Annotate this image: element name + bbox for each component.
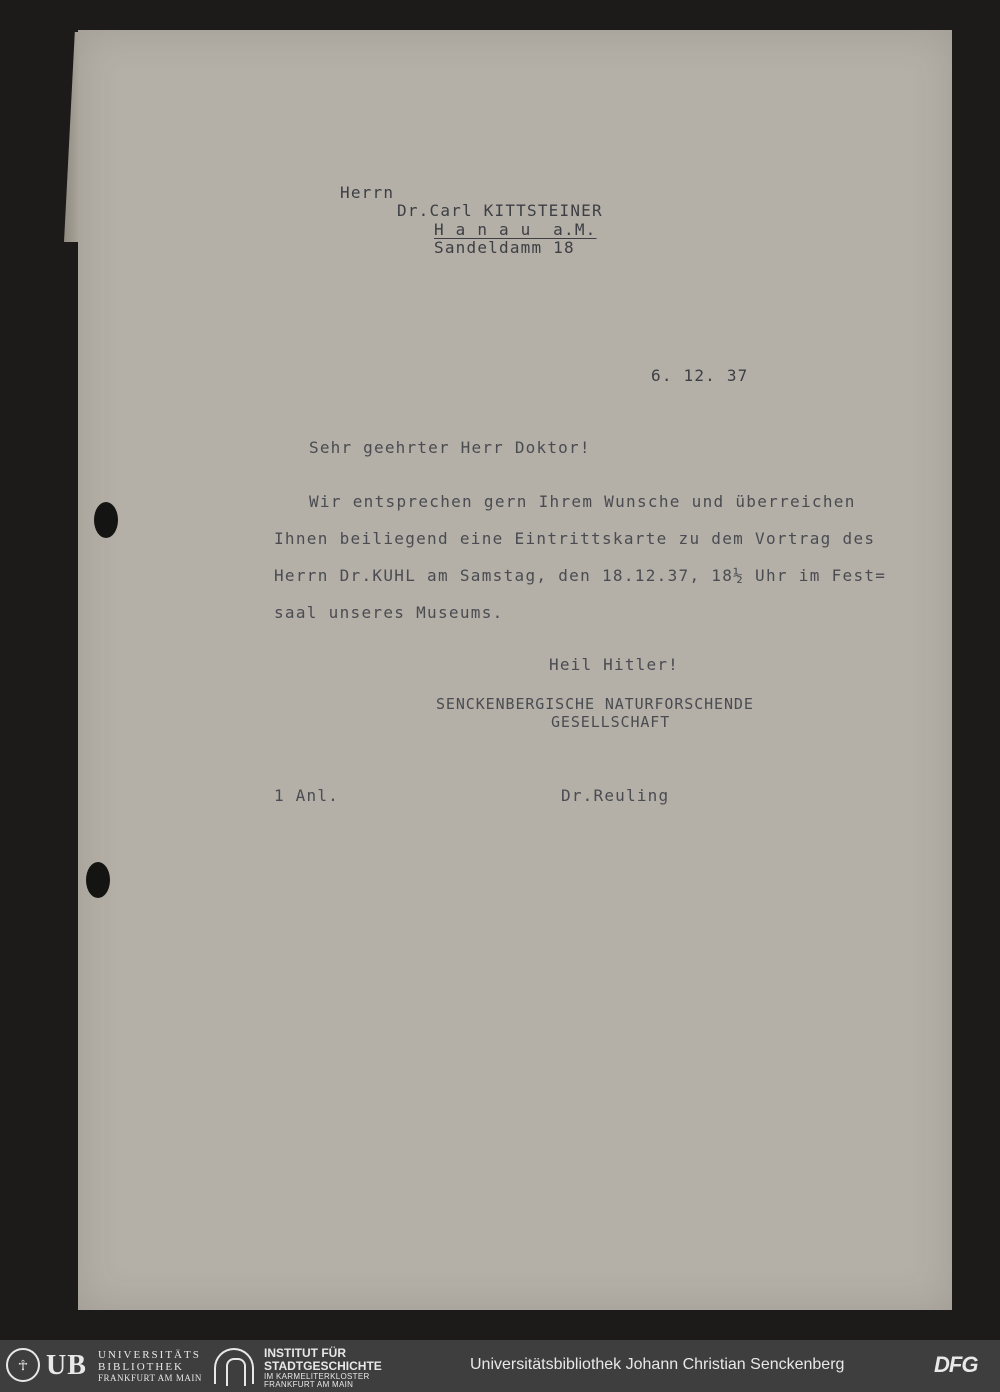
library-name: Universitätsbibliothek Johann Christian Senckenberg (470, 1356, 845, 1373)
punch-hole-top (94, 502, 118, 538)
isg-logo-line3: IM KARMELITERKLOSTER (264, 1372, 370, 1381)
body-line-4: saal unseres Museums. (274, 603, 504, 622)
ub-logo-line1: UNIVERSITÄTS (98, 1349, 201, 1361)
letter-date: 6. 12. 37 (651, 366, 749, 385)
arch-icon (214, 1348, 254, 1384)
footer-bar (0, 1340, 1000, 1392)
isg-logo-line4: FRANKFURT AM MAIN (264, 1380, 354, 1389)
address-name: Dr.Carl KITTSTEINER (397, 201, 603, 220)
organization-line-2: GESELLSCHAFT (551, 713, 671, 731)
isg-logo-line2: STADTGESCHICHTE (264, 1359, 382, 1373)
body-line-2: Ihnen beiliegend eine Eintrittskarte zu dem Vortrag des (274, 529, 876, 548)
body-line-1: Wir entsprechen gern Ihrem Wunsche und überreichen (309, 492, 856, 511)
address-city: H a n a u a.M. (434, 220, 597, 239)
ub-logo-letters: UB (46, 1350, 87, 1381)
ub-logo-line3: FRANKFURT AM MAIN (98, 1373, 202, 1383)
isg-logo (214, 1346, 404, 1389)
body-line-3: Herrn Dr.KUHL am Samstag, den 18.12.37, 18½ Uhr im Fest= (274, 566, 887, 585)
address-street: Sandeldamm 18 (434, 238, 575, 257)
enclosure-note: 1 Anl. (274, 786, 339, 805)
signature: Dr.Reuling (561, 786, 670, 805)
ub-logo (6, 1348, 202, 1384)
punch-hole-bottom (86, 862, 110, 898)
dfg-logo: DFG (934, 1352, 978, 1377)
address-salutation: Herrn (340, 183, 395, 202)
letter-closing: Heil Hitler! (549, 655, 679, 674)
letter-greeting: Sehr geehrter Herr Doktor! (309, 438, 591, 457)
organization-line-1: SENCKENBERGISCHE NATURFORSCHENDE (436, 695, 754, 713)
isg-logo-line1: INSTITUT FÜR (264, 1346, 346, 1360)
university-seal-icon: ☥ (6, 1348, 40, 1382)
ub-logo-line2: BIBLIOTHEK (98, 1361, 184, 1373)
